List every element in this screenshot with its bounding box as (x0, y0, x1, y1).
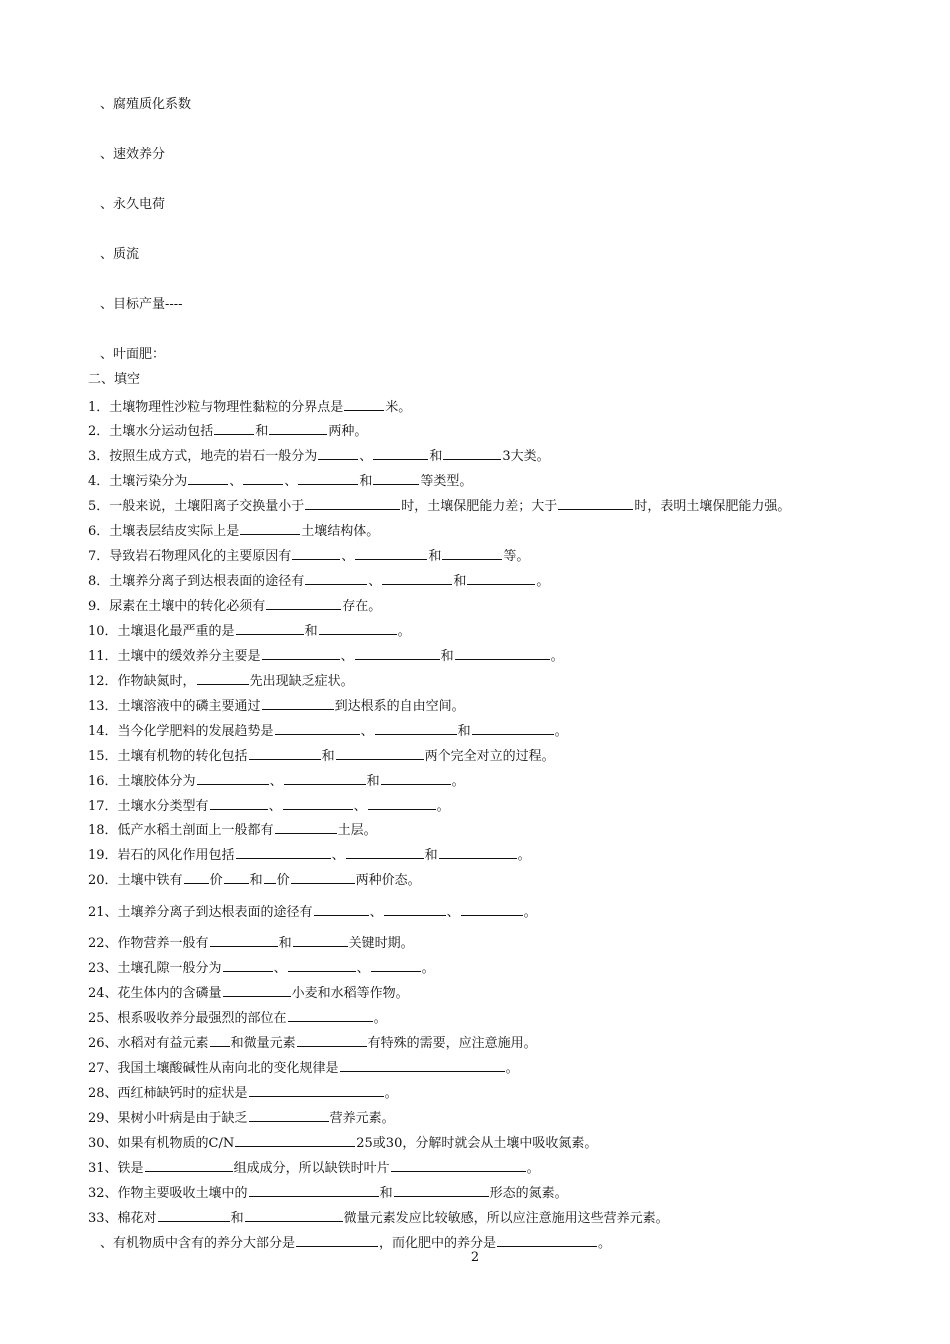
question-item (88, 721, 568, 741)
answer-blank[interactable] (455, 646, 550, 660)
answer-blank[interactable] (319, 621, 397, 635)
question-text: 土壤孔隙一般分为 (117, 961, 222, 976)
question-item (88, 596, 381, 616)
question-text: 棉花对 (117, 1211, 157, 1226)
question-text: 。 (526, 1161, 540, 1176)
question-number: 31、 (88, 1161, 118, 1176)
answer-blank[interactable] (275, 721, 360, 735)
question-item (88, 958, 435, 978)
question-text: 和 (278, 936, 292, 951)
question-number: 12． (88, 674, 118, 689)
question-text: 。 (397, 624, 411, 639)
question-text: 两个完全对立的过程。 (424, 749, 555, 764)
question-item (88, 1158, 540, 1178)
question-text: 组成成分，所以缺铁时叶片 (233, 1161, 390, 1176)
answer-blank[interactable] (467, 571, 535, 585)
question-text: 两种。 (328, 424, 368, 439)
answer-blank[interactable] (394, 1183, 489, 1197)
question-text: 和 (428, 549, 442, 564)
answer-blank[interactable] (298, 471, 358, 485)
question-text: 。 (536, 574, 550, 589)
question-text: 米。 (385, 400, 412, 415)
answer-blank[interactable] (297, 1033, 367, 1047)
answer-blank[interactable] (368, 796, 436, 810)
question-number: 30、 (88, 1136, 118, 1151)
answer-blank[interactable] (235, 1133, 355, 1147)
question-text: 和 (424, 848, 438, 863)
question-text: 和 (429, 449, 443, 464)
question-number: 25、 (88, 1011, 118, 1026)
answer-blank[interactable] (224, 870, 249, 884)
answer-blank[interactable] (472, 721, 554, 735)
answer-blank[interactable] (223, 958, 273, 972)
question-number: 11． (88, 649, 118, 664)
question-number: 23、 (88, 961, 118, 976)
question-text: 微量元素发应比较敏感，所以应注意施用这些营养元素。 (343, 1211, 669, 1226)
question-item (88, 1208, 669, 1228)
answer-blank[interactable] (291, 870, 355, 884)
question-number: 10． (88, 624, 118, 639)
answer-blank[interactable] (269, 421, 327, 435)
answer-blank[interactable] (264, 870, 276, 884)
question-text: 和 (379, 1186, 393, 1201)
answer-blank[interactable] (283, 796, 353, 810)
question-text: 根系吸收养分最强烈的部位在 (117, 1011, 287, 1026)
answer-blank[interactable] (184, 870, 209, 884)
answer-blank[interactable] (381, 771, 451, 785)
question-text: 果树小叶病是由于缺乏 (117, 1111, 248, 1126)
question-item (88, 397, 411, 417)
question-item (88, 471, 472, 491)
question-text: 和 (457, 724, 471, 739)
question-text: 土壤中的缓效养分主要是 (117, 649, 261, 664)
question-number: 14． (88, 724, 118, 739)
question-text: 、 (341, 549, 355, 564)
question-number: 7． (88, 549, 110, 564)
question-item (88, 933, 414, 953)
answer-blank[interactable] (346, 845, 424, 859)
question-text: 两种价态。 (355, 873, 421, 888)
question-item (88, 421, 367, 441)
question-number: 24、 (88, 986, 118, 1001)
section-title: 二、填空 (88, 372, 141, 387)
question-text: 。 (517, 848, 531, 863)
answer-blank[interactable] (197, 671, 249, 685)
answer-blank[interactable] (558, 496, 633, 510)
question-text: 营养元素。 (329, 1111, 395, 1126)
question-item (88, 796, 450, 816)
question-item (88, 1183, 568, 1203)
question-text: 。 (598, 1236, 612, 1251)
question-text: 导致岩石物理风化的主要原因有 (109, 549, 292, 564)
question-item (88, 1058, 519, 1078)
question-number: 22、 (88, 936, 118, 951)
answer-blank[interactable] (375, 721, 457, 735)
answer-blank[interactable] (373, 471, 419, 485)
question-text: 和 (230, 1211, 244, 1226)
question-text: 、 (284, 474, 298, 489)
question-text: 和 (366, 774, 380, 789)
answer-blank[interactable] (336, 746, 424, 760)
question-text: 等类型。 (420, 474, 473, 489)
answer-blank[interactable] (262, 696, 334, 710)
question-text: 时，表明土壤保肥能力强。 (634, 499, 791, 514)
question-text: 铁是 (117, 1161, 144, 1176)
question-text: 。 (523, 905, 537, 920)
question-item (88, 902, 537, 922)
question-text: 土壤表层结皮实际上是 (109, 524, 240, 539)
question-text: 有特殊的需要，应注意施用。 (367, 1036, 537, 1051)
question-item (88, 621, 411, 641)
question-text: 小麦和水稻等作物。 (291, 986, 409, 1001)
question-text: 到达根系的自由空间。 (334, 699, 465, 714)
answer-blank[interactable] (236, 621, 304, 635)
answer-blank[interactable] (340, 1058, 505, 1072)
answer-blank[interactable] (318, 446, 358, 460)
question-item (88, 845, 531, 865)
question-number: 15． (88, 749, 118, 764)
answer-blank[interactable] (461, 902, 523, 916)
definition-item: 、质流 (100, 247, 140, 262)
answer-blank[interactable] (249, 1183, 379, 1197)
question-text: 、 (331, 848, 345, 863)
question-item (88, 820, 377, 840)
question-item (88, 1133, 597, 1153)
question-text: 。 (436, 799, 450, 814)
question-text: 。 (451, 774, 465, 789)
question-number: 28、 (88, 1086, 118, 1101)
question-item (88, 1033, 537, 1053)
answer-blank[interactable] (497, 1233, 597, 1247)
answer-blank[interactable] (145, 1158, 233, 1172)
question-item (88, 521, 379, 541)
question-item (88, 746, 555, 766)
answer-blank[interactable] (344, 397, 384, 411)
answer-blank[interactable] (293, 933, 348, 947)
answer-blank[interactable] (296, 1233, 378, 1247)
question-text: 土壤结构体。 (301, 524, 380, 539)
answer-blank[interactable] (305, 496, 400, 510)
question-text: 西红柿缺钙时的症状是 (117, 1086, 248, 1101)
question-text: 和微量元素 (230, 1036, 296, 1051)
question-item (88, 870, 421, 890)
question-text: 我国土壤酸碱性从南向北的变化规律是 (117, 1061, 339, 1076)
question-item (88, 546, 529, 566)
definition-item: 、腐殖质化系数 (100, 97, 192, 112)
question-text: 一般来说，土壤阳离子交换量小于 (109, 499, 305, 514)
question-text: 尿素在土壤中的转化必须有 (109, 599, 266, 614)
question-text: 、 (360, 724, 374, 739)
answer-blank[interactable] (240, 521, 300, 535)
question-text: 土壤养分离子到达根表面的途径有 (117, 905, 313, 920)
question-number: 27、 (88, 1061, 118, 1076)
question-text: 有机物质中含有的养分大部分是 (113, 1236, 296, 1251)
question-number: 13． (88, 699, 118, 714)
question-text: 当今化学肥料的发展趋势是 (117, 724, 274, 739)
question-item (88, 1008, 387, 1028)
answer-blank[interactable] (288, 1008, 373, 1022)
question-text: 。 (373, 1011, 387, 1026)
question-text: 作物主要吸收土壤中的 (117, 1186, 248, 1201)
question-text: 土壤污染分为 (109, 474, 188, 489)
question-number: 、 (100, 1236, 114, 1251)
answer-blank[interactable] (188, 471, 228, 485)
question-text: 。 (554, 724, 568, 739)
question-text: 、 (353, 799, 367, 814)
question-number: 5． (88, 499, 110, 514)
question-text: 和 (440, 649, 454, 664)
answer-blank[interactable] (384, 902, 446, 916)
answer-blank[interactable] (373, 446, 428, 460)
page-number: 2 (470, 1250, 480, 1265)
question-text: 形态的氮素。 (489, 1186, 568, 1201)
question-text: 。 (421, 961, 435, 976)
question-text: 、 (229, 474, 243, 489)
question-item (88, 446, 550, 466)
answer-blank[interactable] (210, 796, 268, 810)
answer-blank[interactable] (371, 958, 421, 972)
answer-blank[interactable] (266, 596, 341, 610)
question-item (88, 496, 790, 516)
question-text: 和 (255, 424, 269, 439)
question-text: 。 (384, 1086, 398, 1101)
question-text: 3大类。 (502, 449, 550, 464)
answer-blank[interactable] (262, 646, 340, 660)
answer-blank[interactable] (249, 1083, 384, 1097)
question-text: 、 (446, 905, 460, 920)
question-text: 先出现缺乏症状。 (249, 674, 354, 689)
question-text: 作物营养一般有 (117, 936, 209, 951)
question-text: 土壤胶体分为 (117, 774, 196, 789)
answer-blank[interactable] (355, 646, 440, 660)
answer-blank[interactable] (197, 771, 269, 785)
question-text: 、 (268, 799, 282, 814)
answer-blank[interactable] (214, 421, 254, 435)
answer-blank[interactable] (275, 820, 337, 834)
question-item (88, 696, 465, 716)
question-number: 6． (88, 524, 110, 539)
answer-blank[interactable] (243, 471, 283, 485)
question-item (88, 983, 409, 1003)
question-item (88, 771, 465, 791)
question-text: 和 (304, 624, 318, 639)
answer-blank[interactable] (292, 546, 340, 560)
question-text: 土壤水分类型有 (117, 799, 209, 814)
question-text: 低产水稻土剖面上一般都有 (117, 823, 274, 838)
question-number: 21、 (88, 905, 118, 920)
question-text: 、 (340, 649, 354, 664)
question-text: 土壤养分离子到达根表面的途径有 (109, 574, 305, 589)
question-text: 时，土壤保肥能力差；大于 (401, 499, 558, 514)
question-text: 、 (368, 574, 382, 589)
question-text: 土壤中铁有 (117, 873, 183, 888)
question-text: 土层。 (337, 823, 377, 838)
answer-blank[interactable] (158, 1208, 230, 1222)
answer-blank[interactable] (439, 845, 517, 859)
answer-blank[interactable] (288, 958, 356, 972)
answer-blank[interactable] (382, 571, 452, 585)
answer-blank[interactable] (249, 1108, 329, 1122)
definition-item: 、目标产量---- (100, 297, 183, 312)
question-text: 土壤物理性沙粒与物理性黏粒的分界点是 (109, 400, 344, 415)
question-text: 、 (356, 961, 370, 976)
question-text: 价 (276, 873, 290, 888)
question-number: 9． (88, 599, 110, 614)
answer-blank[interactable] (314, 902, 369, 916)
question-text: 按照生成方式，地壳的岩石一般分为 (109, 449, 318, 464)
question-text: 25或30，分解时就会从土壤中吸收氮素。 (356, 1136, 598, 1151)
answer-blank[interactable] (391, 1158, 526, 1172)
question-number: 3． (88, 449, 110, 464)
question-text: 土壤退化最严重的是 (117, 624, 235, 639)
question-text: 。 (505, 1061, 519, 1076)
question-number: 18． (88, 823, 118, 838)
question-item (88, 571, 549, 591)
question-number: 2． (88, 424, 110, 439)
question-number: 33、 (88, 1211, 118, 1226)
question-text: 和 (321, 749, 335, 764)
question-text: 土壤水分运动包括 (109, 424, 214, 439)
question-text: 土壤有机物的转化包括 (117, 749, 248, 764)
definition-item: 、永久电荷 (100, 197, 166, 212)
question-item (88, 646, 564, 666)
question-text: 作物缺氮时， (117, 674, 196, 689)
answer-blank[interactable] (223, 983, 291, 997)
answer-blank[interactable] (355, 546, 427, 560)
question-text: 如果有机物质的C/N (117, 1136, 235, 1151)
question-number: 16． (88, 774, 118, 789)
question-number: 1． (88, 400, 110, 415)
question-text: 存在。 (342, 599, 382, 614)
question-text: 和 (359, 474, 373, 489)
definition-item: 、速效养分 (100, 147, 166, 162)
question-number: 8． (88, 574, 110, 589)
question-number: 4． (88, 474, 110, 489)
answer-blank[interactable] (236, 845, 331, 859)
question-number: 19． (88, 848, 118, 863)
answer-blank[interactable] (442, 546, 502, 560)
answer-blank[interactable] (305, 571, 367, 585)
question-text: 和 (453, 574, 467, 589)
question-text: 水稻对有益元素 (117, 1036, 209, 1051)
question-number: 20． (88, 873, 118, 888)
question-text: 、 (273, 961, 287, 976)
question-text: 关键时期。 (348, 936, 414, 951)
question-text: 价 (209, 873, 223, 888)
answer-blank[interactable] (249, 746, 321, 760)
answer-blank[interactable] (245, 1208, 343, 1222)
answer-blank[interactable] (443, 446, 501, 460)
question-item (88, 1083, 398, 1103)
question-number: 32、 (88, 1186, 118, 1201)
question-text: ，而化肥中的养分是 (379, 1236, 497, 1251)
question-number: 17． (88, 799, 118, 814)
question-number: 29、 (88, 1111, 118, 1126)
question-text: 、 (359, 449, 373, 464)
question-item (88, 671, 354, 691)
answer-blank[interactable] (210, 1033, 230, 1047)
question-item (88, 1108, 395, 1128)
question-text: 。 (550, 649, 564, 664)
answer-blank[interactable] (210, 933, 278, 947)
question-number: 26、 (88, 1036, 118, 1051)
answer-blank[interactable] (284, 771, 366, 785)
question-text: 和 (249, 873, 263, 888)
question-text: 岩石的风化作用包括 (117, 848, 235, 863)
question-text: 花生体内的含磷量 (117, 986, 222, 1001)
question-text: 等。 (503, 549, 530, 564)
question-text: 、 (369, 905, 383, 920)
definition-item: 、叶面肥： (100, 347, 166, 362)
question-text: 土壤溶液中的磷主要通过 (117, 699, 261, 714)
question-text: 、 (269, 774, 283, 789)
